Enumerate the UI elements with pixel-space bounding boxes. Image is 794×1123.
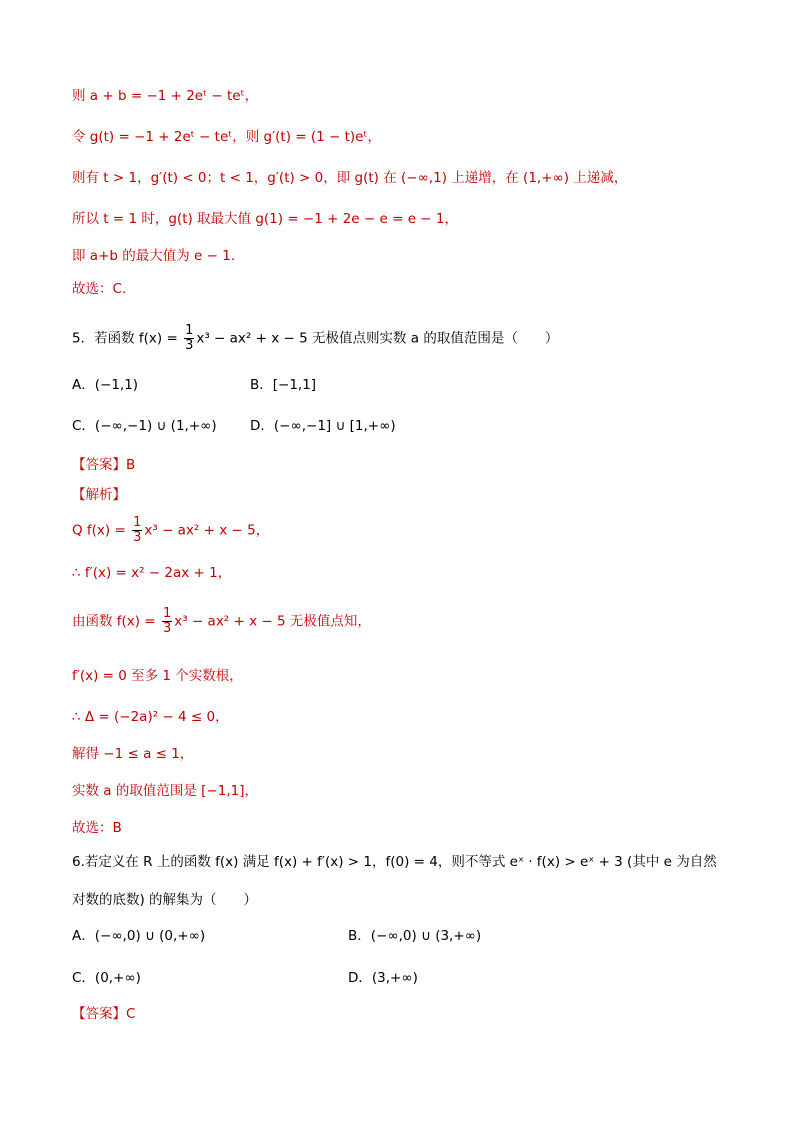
q6-option-b: B．(−∞,0) ∪ (3,+∞) (348, 928, 482, 944)
fraction-numerator: 1 (133, 515, 142, 530)
q5-solution-step-6: 解得 −1 ≤ a ≤ 1， (72, 746, 194, 762)
q5-option-c: C．(−∞,−1) ∪ (1,+∞) (72, 418, 217, 434)
question-6-stem-line-2: 对数的底数) 的解集为（ ） (72, 892, 258, 908)
q5-solution-step-5: ∴ Δ = (−2a)² − 4 ≤ 0， (72, 709, 229, 725)
step-1-start: Q f(x) = (72, 522, 131, 539)
fraction-one-third (184, 324, 194, 353)
fraction-denominator: 3 (133, 530, 142, 545)
q5-option-a: A．(−1,1) (72, 377, 139, 393)
fraction-denominator: 3 (162, 621, 172, 636)
solution-line-4: 所以 t = 1 时，g(t) 取最大值 g(1) = −1 + 2e − e = e − 1， (72, 211, 458, 227)
q5-solution-step-8: 故选：B (72, 820, 122, 836)
fraction-one-third (132, 516, 142, 545)
fraction-one-third (162, 607, 172, 636)
q6-option-c: C．(0,+∞) (72, 970, 141, 986)
fraction-denominator: 3 (185, 338, 194, 353)
q5-option-b: B．[−1,1] (250, 377, 317, 393)
step-1-end: x³ − ax² + x − 5， (144, 522, 270, 539)
fraction-numerator: 1 (185, 323, 194, 338)
q5-solution-step-3 (72, 607, 371, 636)
solution-line-2: 令 g(t) = −1 + 2eᵗ − teᵗ，则 g′(t) = (1 − t)eᵗ， (72, 129, 381, 145)
q5-answer: 【答案】B (72, 457, 136, 473)
q5-solution-step-2: ∴ f′(x) = x² − 2ax + 1， (72, 565, 232, 581)
step-3-start: 由函数 f(x) = (72, 613, 160, 630)
question-6-stem-line-1: 6.若定义在 R 上的函数 f(x) 满足 f(x) + f′(x) > 1，f(0) = 4，则不等式 eˣ · f(x) > eˣ + 3 (其中 e 为自然 (72, 854, 717, 870)
q5-solution-step-1 (72, 516, 269, 545)
fraction-numerator: 1 (162, 606, 172, 621)
question-5-stem-start: 5．若函数 f(x) = (72, 330, 183, 347)
solution-line-1: 则 a + b = −1 + 2eᵗ − teᵗ， (72, 88, 259, 104)
q6-answer: 【答案】C (72, 1006, 136, 1022)
q5-solution-step-4: f′(x) = 0 至多 1 个实数根， (72, 668, 243, 684)
solution-line-6: 故选：C. (72, 281, 127, 297)
q5-option-d: D．(−∞,−1] ∪ [1,+∞) (250, 418, 396, 434)
q6-option-d: D．(3,+∞) (348, 970, 418, 986)
q6-option-a: A．(−∞,0) ∪ (0,+∞) (72, 928, 206, 944)
q5-solution-step-7: 实数 a 的取值范围是 [−1,1]， (72, 783, 258, 799)
solution-line-3: 则有 t > 1，g′(t) < 0；t < 1，g′(t) > 0，即 g(t) 在 (−∞,1) 上递增，在 (1,+∞) 上递减， (72, 170, 628, 186)
question-5-stem-end: x³ − ax² + x − 5 无极值点则实数 a 的取值范围是（ ） (196, 330, 559, 347)
solution-line-5: 即 a+b 的最大值为 e − 1. (72, 248, 236, 264)
question-5-stem (72, 324, 558, 353)
q5-analysis-heading: 【解析】 (72, 487, 126, 503)
step-3-end: x³ − ax² + x − 5 无极值点知， (174, 613, 371, 630)
